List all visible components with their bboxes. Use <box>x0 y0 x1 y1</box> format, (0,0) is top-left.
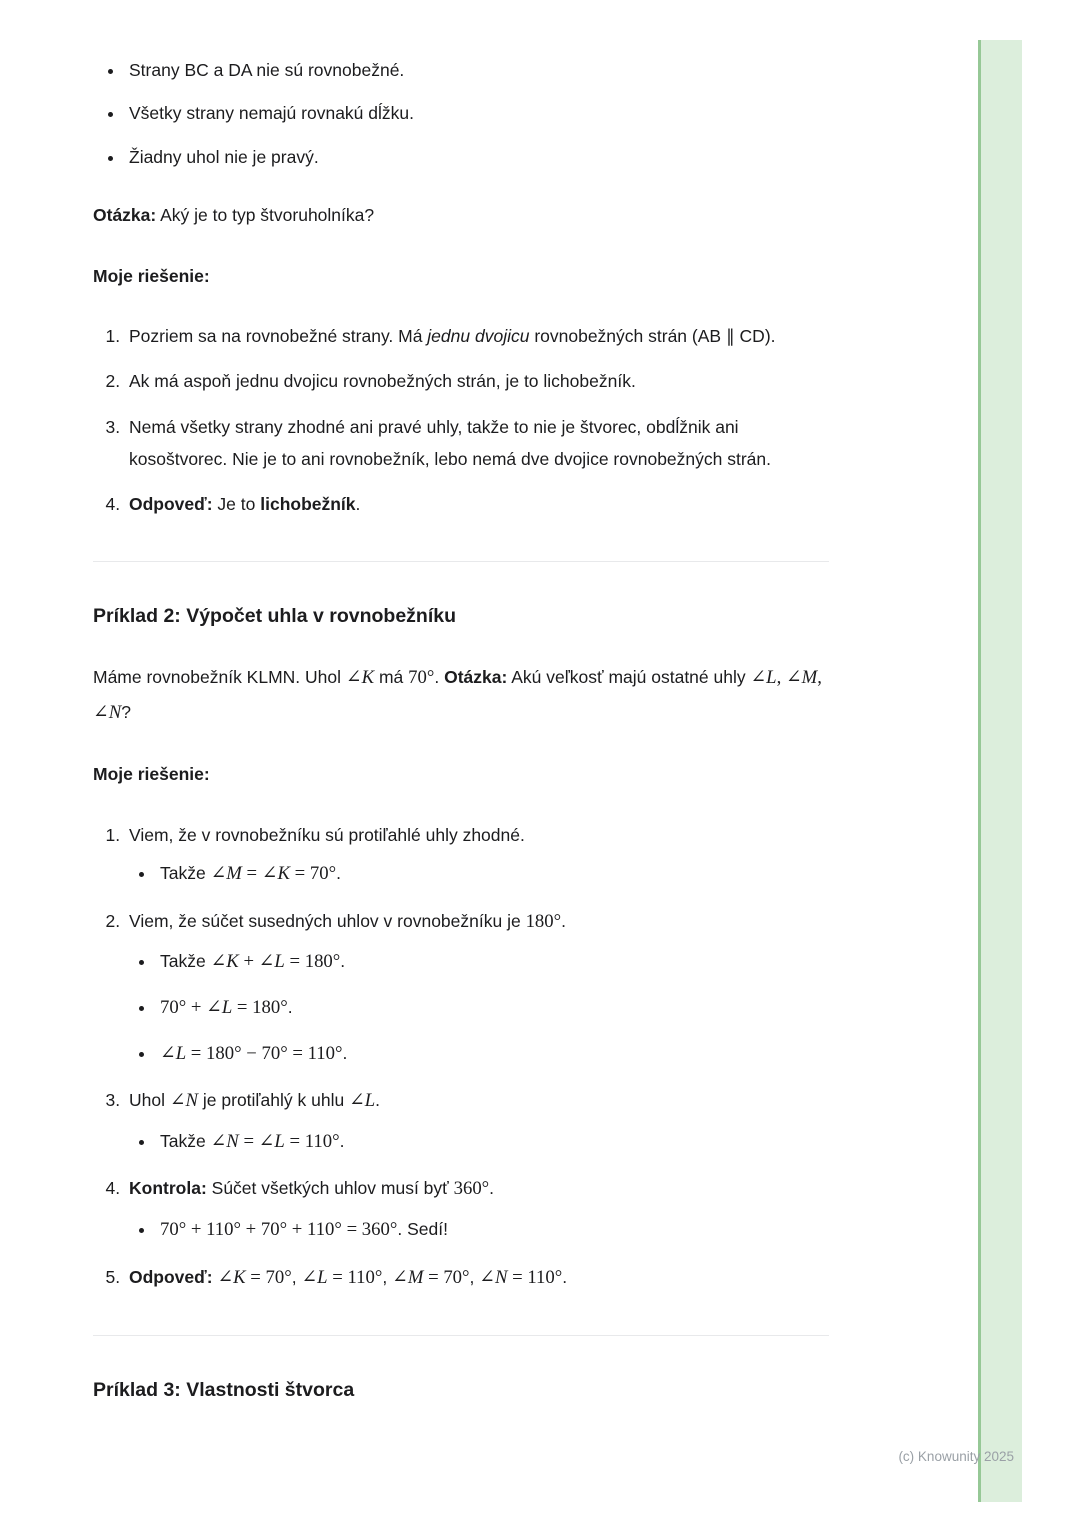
step-text: 1. Viem, že v rovnobežníku sú protiľahlé uhly zhodné. <box>129 824 525 845</box>
step-sub-list <box>129 945 829 1071</box>
solution-step <box>125 365 829 397</box>
sub-text: • ∠L = 180° − 70° = 110°. <box>160 1042 348 1064</box>
solution-step <box>125 411 829 476</box>
question-label: Otázka: <box>93 205 157 226</box>
page-edge-highlight-bar <box>978 40 1022 1502</box>
step-text: 2. Ak má aspoň jednu dvojicu rovnobežných strán, je to lichobežník. <box>129 371 636 392</box>
step-text: 1. Pozriem sa na rovnobežné strany. Má jednu dvojicu rovnobežných strán (AB ∥ CD). <box>129 325 776 346</box>
solution-label: Moje riešenie: <box>93 764 210 785</box>
sub-text: • 70° + ∠L = 180°. <box>160 996 293 1018</box>
sub-item <box>156 1213 829 1248</box>
solution-steps-example1 <box>93 320 829 521</box>
step-text: 5. Odpoveď: ∠K = 70°, ∠L = 110°, ∠M = 70°, ∠N = 110°. <box>129 1266 568 1288</box>
sub-item <box>156 991 829 1026</box>
quadrilateral-properties-list <box>93 54 829 173</box>
solution-label: Moje riešenie: <box>93 265 210 286</box>
sub-item <box>156 857 829 892</box>
step-sub-list <box>129 857 829 892</box>
solution-step <box>125 488 829 520</box>
step-text: 4. Odpoveď: Je to lichobežník. <box>129 494 361 515</box>
sub-item <box>156 1125 829 1160</box>
question-text: Aký je to typ štvoruholníka? <box>156 205 375 226</box>
sub-text: • 70° + 110° + 70° + 110° = 360°. Sedí! <box>160 1219 448 1240</box>
step-text: 2. Viem, že súčet susedných uhlov v rovnobežníku je 180°. <box>129 910 567 932</box>
section-divider <box>93 1335 829 1336</box>
solution-step <box>125 1084 829 1159</box>
example3-heading: Príklad 3: Vlastnosti štvorca <box>93 1379 355 1402</box>
step-sub-list <box>129 1125 829 1160</box>
step-text: 3. Uhol ∠N je protiľahlý k uhlu ∠L. <box>129 1090 381 1112</box>
solution-step <box>125 905 829 1072</box>
sub-text: • Takže ∠N = ∠L = 110°. <box>160 1130 345 1152</box>
example2-heading: Príklad 2: Výpočet uhla v rovnobežníku <box>93 604 457 627</box>
step-text: 4. Kontrola: Súčet všetkých uhlov musí byť 360°. <box>129 1178 495 1200</box>
example2-intro-paragraph: Máme rovnobežník KLMN. Uhol ∠K má 70°. Otázka: Akú veľkosť majú ostatné uhly ∠L, ∠M, ∠N? <box>93 667 822 723</box>
sub-text: • Takže ∠K + ∠L = 180°. <box>160 951 346 973</box>
sub-text: • Takže ∠M = ∠K = 70°. <box>160 863 341 884</box>
watermark: (c) Knowunity 2025 <box>898 1449 1014 1464</box>
bullet-text: Strany BC a DA nie sú rovnobežné. <box>129 60 405 80</box>
step-text: 3. Nemá všetky strany zhodné ani pravé uhly, takže to nie je štvorec, obdĺžnik ani kosoštvorec. Nie je to ani rovnobežník, lebo nemá dve dvojice rovnobežných strán. <box>129 416 772 469</box>
solution-step <box>125 1172 829 1247</box>
step-sub-list <box>129 1213 829 1248</box>
solution-step <box>125 320 829 352</box>
solution-step <box>125 819 829 892</box>
list-item <box>125 97 829 129</box>
section-divider <box>93 561 829 562</box>
list-item <box>125 141 829 173</box>
solution-steps-example2 <box>93 819 829 1296</box>
bullet-text: Žiadny uhol nie je pravý. <box>129 146 319 167</box>
question-paragraph <box>93 199 829 231</box>
solution-step <box>125 1261 829 1296</box>
sub-item <box>156 945 829 980</box>
bullet-text: Všetky strany nemajú rovnakú dĺžku. <box>129 103 414 124</box>
document-content <box>93 54 829 1436</box>
sub-item <box>156 1037 829 1072</box>
list-item <box>125 54 829 86</box>
